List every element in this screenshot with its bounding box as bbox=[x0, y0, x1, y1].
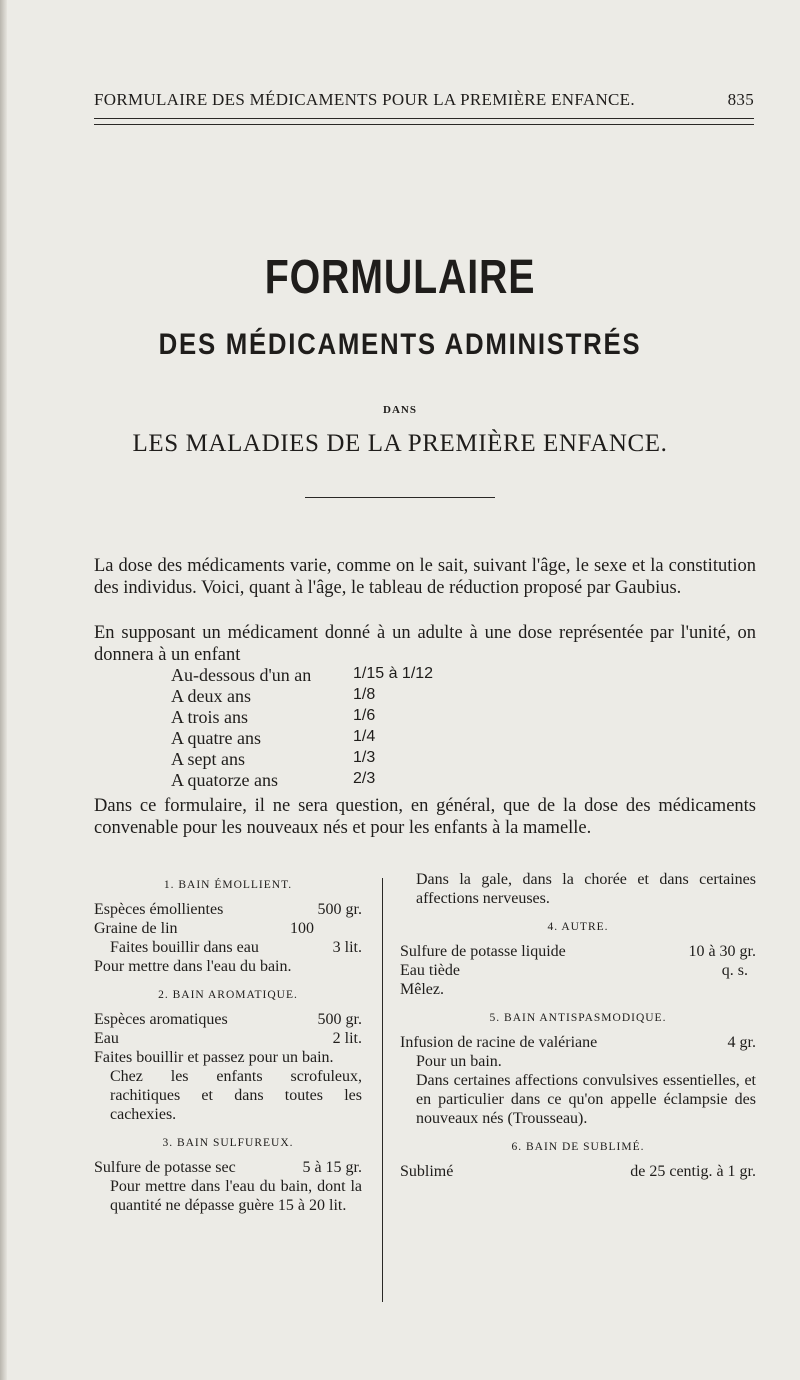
instruction: Faites bouillir dans eau bbox=[110, 939, 259, 956]
recipe-line bbox=[400, 1033, 756, 1052]
intro-paragraph-1: La dose des médicaments varie, comme on le sait, suivant l'âge, le sexe et la constitution des individus. Voici, quant à l'âge, le tableau de réduction proposé par Gaubius. bbox=[94, 556, 756, 598]
quantity: 100 bbox=[290, 920, 314, 937]
recipe-line bbox=[400, 1162, 756, 1181]
section-title: 3. BAIN SULFUREUX. bbox=[162, 1137, 294, 1149]
quantity: 5 à 15 gr. bbox=[302, 1159, 362, 1176]
age-label: A sept ans bbox=[171, 749, 245, 769]
recipe-line bbox=[94, 1158, 362, 1177]
intro-paragraph-3: Dans ce formulaire, il ne sera question, en général, que de la dose des médicaments convenable pour les nouveaux nés et pour les enfants à la mamelle. bbox=[94, 796, 756, 838]
recipe-line bbox=[94, 938, 362, 957]
ingredient: Sulfure de potasse sec bbox=[94, 1159, 236, 1176]
age-dose: 1/4 bbox=[353, 728, 376, 745]
column-divider bbox=[382, 878, 383, 1302]
recipe-line bbox=[94, 1010, 362, 1029]
recipe-line bbox=[94, 1048, 362, 1067]
ingredient: Espèces émollientes bbox=[94, 901, 224, 918]
title-connector: DANS bbox=[383, 404, 417, 416]
left-column bbox=[94, 870, 362, 1215]
ingredient: Eau bbox=[94, 1030, 119, 1047]
ingredient: Eau tiède bbox=[400, 962, 460, 979]
recipe-line bbox=[94, 1029, 362, 1048]
quantity: q. s. bbox=[721, 962, 748, 979]
age-label: A deux ans bbox=[171, 686, 251, 706]
page-number: 835 bbox=[727, 90, 754, 109]
recipe-line bbox=[94, 919, 362, 938]
instruction: Faites bouillir et passez pour un bain. bbox=[94, 1049, 334, 1066]
ingredient: Sulfure de potasse liquide bbox=[400, 943, 566, 960]
ingredient: Espèces aromatiques bbox=[94, 1011, 228, 1028]
age-row bbox=[171, 770, 611, 791]
quantity: 500 gr. bbox=[317, 901, 362, 918]
indication: Dans la gale, dans la chorée et dans certaines affections nerveuses. bbox=[416, 871, 756, 907]
indication: Chez les enfants scrofuleux, rachitiques et dans toutes les cachexies. bbox=[110, 1068, 362, 1123]
section-title: 5. BAIN ANTISPASMODIQUE. bbox=[489, 1012, 667, 1024]
indication: Dans certaines affections convulsives essentielles, et en particulier dans ce qu'on appelle éclampsie des nouveaux nés (Trousseau). bbox=[416, 1072, 756, 1127]
recipe-line bbox=[400, 942, 756, 961]
age-dose: 2/3 bbox=[353, 770, 376, 787]
instruction: Pour mettre dans l'eau du bain. bbox=[94, 958, 292, 975]
recipe-line bbox=[94, 957, 362, 976]
age-dose: 1/8 bbox=[353, 686, 376, 703]
instruction: Mêlez. bbox=[400, 981, 444, 998]
header-double-rule bbox=[94, 118, 754, 125]
age-row bbox=[171, 728, 611, 749]
section-title: 1. BAIN ÉMOLLIENT. bbox=[163, 879, 293, 891]
recipe-line bbox=[400, 980, 756, 999]
intro-paragraph-2: En supposant un médicament donné à un adulte à une dose représentée par l'unité, on donnera à un enfant bbox=[94, 623, 756, 665]
binding-edge bbox=[0, 0, 7, 1380]
quantity: 4 gr. bbox=[727, 1034, 756, 1051]
ingredient: Infusion de racine de valériane bbox=[400, 1034, 598, 1051]
main-title: FORMULAIRE bbox=[264, 251, 536, 304]
quantity: de 25 centig. à 1 gr. bbox=[630, 1163, 756, 1180]
ingredient: Graine de lin bbox=[94, 920, 178, 937]
age-dose: 1/6 bbox=[353, 707, 376, 724]
recipe-line bbox=[94, 900, 362, 919]
section-title: 2. BAIN AROMATIQUE. bbox=[158, 989, 298, 1001]
ingredient: Sublimé bbox=[400, 1163, 454, 1180]
title-rule bbox=[305, 497, 495, 498]
running-head bbox=[94, 90, 754, 110]
title-maladies: LES MALADIES DE LA PREMIÈRE ENFANCE. bbox=[132, 430, 668, 457]
age-label: A trois ans bbox=[171, 707, 249, 727]
recipe-line bbox=[400, 1052, 756, 1071]
age-dose-table bbox=[171, 665, 611, 791]
age-row bbox=[171, 665, 611, 686]
right-column bbox=[400, 870, 756, 1181]
age-dose: 1/15 à 1/12 bbox=[353, 665, 434, 682]
age-label: A quatorze ans bbox=[171, 770, 278, 790]
age-row bbox=[171, 686, 611, 707]
quantity: 500 gr. bbox=[317, 1011, 362, 1028]
instruction: Pour un bain. bbox=[416, 1053, 502, 1070]
sub-title: DES MÉDICAMENTS ADMINISTRÉS bbox=[158, 328, 642, 361]
age-label: A quatre ans bbox=[171, 728, 261, 748]
section-title: 4. AUTRE. bbox=[547, 921, 609, 933]
running-title: FORMULAIRE DES MÉDICAMENTS POUR LA PREMIÈRE ENFANCE. bbox=[94, 90, 635, 109]
instruction: Pour mettre dans l'eau du bain, dont la quantité ne dépasse guère 15 à 20 lit. bbox=[110, 1178, 362, 1214]
age-dose: 1/3 bbox=[353, 749, 376, 766]
section-title: 6. BAIN DE SUBLIMÉ. bbox=[511, 1141, 645, 1153]
age-row bbox=[171, 707, 611, 728]
quantity: 10 à 30 gr. bbox=[688, 943, 756, 960]
quantity: 2 lit. bbox=[332, 1030, 362, 1047]
age-row bbox=[171, 749, 611, 770]
quantity: 3 lit. bbox=[332, 939, 362, 956]
age-label: Au-dessous d'un an bbox=[171, 665, 312, 685]
recipe-line bbox=[400, 961, 756, 980]
